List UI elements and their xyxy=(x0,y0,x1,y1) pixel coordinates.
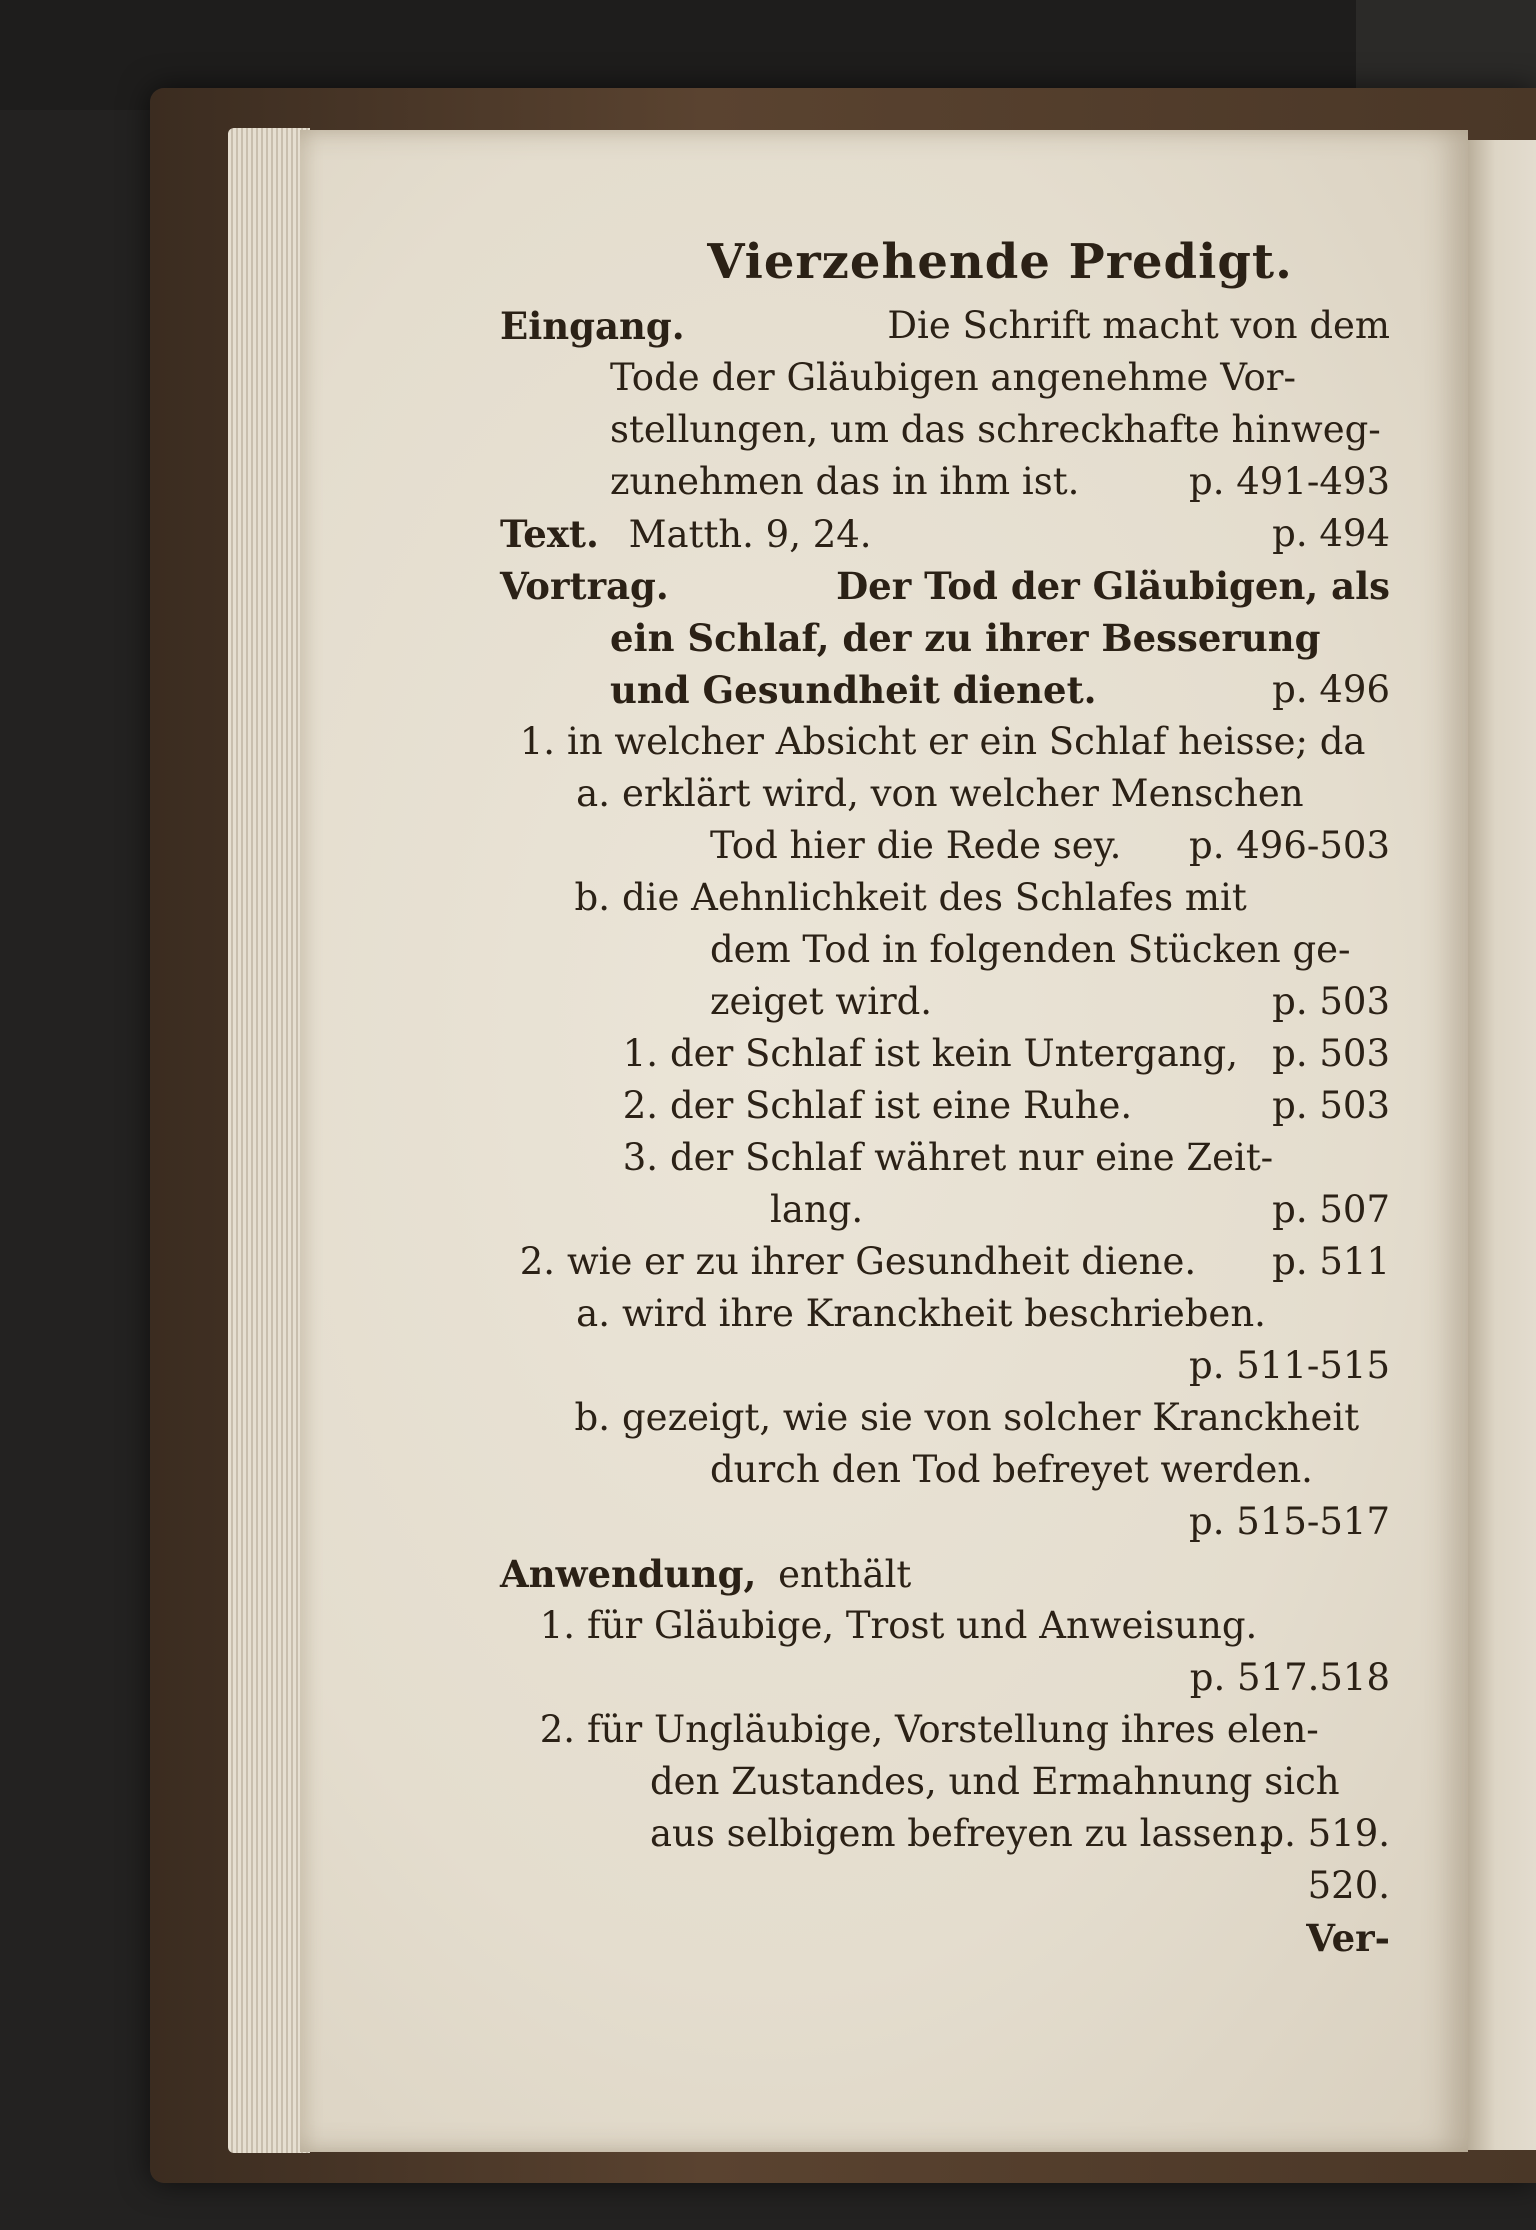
eingang-text: Die Schrift macht von dem xyxy=(887,304,1390,347)
part2-a-text: wird ihre Kranckheit beschrieben. xyxy=(622,1292,1266,1335)
text-line xyxy=(500,508,1390,560)
page-ref: 520. xyxy=(1307,1864,1390,1907)
part-number: 2. xyxy=(519,1240,555,1283)
part2-text: wie er zu ihrer Gesundheit diene. xyxy=(567,1240,1197,1283)
vortrag-text: und Gesundheit dienet. xyxy=(610,668,1097,712)
part1-b-text: die Aehnlichkeit des Schlafes mit xyxy=(622,876,1247,919)
part1-b-line-3 xyxy=(500,976,1390,1028)
page-ref: p. 491-493 xyxy=(1189,460,1390,503)
eingang-line-1 xyxy=(500,300,1390,352)
vortrag-text: Der Tod der Gläubigen, als xyxy=(836,564,1390,608)
part1-item-3 xyxy=(500,1132,1390,1184)
part-number: 1. xyxy=(519,720,555,763)
part1-b-text: zeiget wird. xyxy=(710,980,933,1023)
page-ref: p. 511-515 xyxy=(1189,1344,1390,1387)
part1-b-line-2 xyxy=(500,924,1390,976)
page-ref: p. 503 xyxy=(1272,1084,1390,1127)
part2-b-line-2 xyxy=(500,1444,1390,1496)
item-text: aus selbigem befreyen zu lassen. xyxy=(650,1812,1269,1855)
anwendung-item-2-page-line xyxy=(500,1860,1390,1912)
vortrag-line-3 xyxy=(500,664,1390,716)
page-ref: p. 519. xyxy=(1260,1812,1390,1855)
part1-a-line-2 xyxy=(500,820,1390,872)
item-number: 3. xyxy=(622,1136,658,1179)
eingang-label: Eingang. xyxy=(500,304,685,348)
page-ref: p. 496-503 xyxy=(1189,824,1390,867)
part1-item-3-cont xyxy=(500,1184,1390,1236)
item-text: der Schlaf ist eine Ruhe. xyxy=(670,1084,1133,1127)
sub-letter: b. xyxy=(574,876,610,919)
facing-page-edge xyxy=(1468,140,1536,2150)
item-number: 2. xyxy=(622,1084,658,1127)
item-text: der Schlaf ist kein Untergang, xyxy=(670,1032,1238,1075)
sub-letter: a. xyxy=(576,1292,610,1335)
item-text: für Ungläubige, Vorstellung ihres elen- xyxy=(587,1708,1319,1751)
page-ref: p. 496 xyxy=(1272,668,1390,711)
book-page xyxy=(300,130,1468,2152)
anwendung-item-1-page-line xyxy=(500,1652,1390,1704)
part2-a-line xyxy=(500,1288,1390,1340)
part1-line xyxy=(500,716,1390,768)
part1-a-text: erklärt wird, von welcher Menschen xyxy=(622,772,1304,815)
catchword: Ver- xyxy=(1306,1916,1390,1960)
part2-b-page-line xyxy=(500,1496,1390,1548)
item-text: lang. xyxy=(770,1188,864,1231)
eingang-text: Tode der Gläubigen angenehme Vor- xyxy=(610,356,1296,399)
sub-letter: b. xyxy=(574,1396,610,1439)
part1-a-line-1 xyxy=(500,768,1390,820)
vortrag-label: Vortrag. xyxy=(500,564,669,608)
part2-b-text: durch den Tod befreyet werden. xyxy=(710,1448,1313,1491)
anwendung-item-2-line-1 xyxy=(500,1704,1390,1756)
part2-b-line-1 xyxy=(500,1392,1390,1444)
item-text: den Zustandes, und Ermahnung sich xyxy=(650,1760,1340,1803)
part2-a-page-line xyxy=(500,1340,1390,1392)
item-number: 1. xyxy=(539,1604,575,1647)
anwendung-item-2-line-3 xyxy=(500,1808,1390,1860)
sub-letter: a. xyxy=(576,772,610,815)
page-edges xyxy=(228,128,310,2153)
vortrag-line-1 xyxy=(500,560,1390,612)
page-title: Vierzehende Predigt. xyxy=(707,234,1293,290)
anwendung-label: Anwendung, xyxy=(500,1552,757,1596)
page-ref: p. 517.518 xyxy=(1189,1656,1390,1699)
part1-a-text: Tod hier die Rede sey. xyxy=(710,824,1122,867)
eingang-text: zunehmen das in ihm ist. xyxy=(610,460,1080,503)
part2-line xyxy=(500,1236,1390,1288)
page-ref: p. 511 xyxy=(1272,1240,1390,1283)
part1-b-line-1 xyxy=(500,872,1390,924)
page-ref: p. 515-517 xyxy=(1189,1500,1390,1543)
item-text: der Schlaf währet nur eine Zeit- xyxy=(670,1136,1274,1179)
vortrag-line-2 xyxy=(500,612,1390,664)
page-ref: p. 507 xyxy=(1272,1188,1390,1231)
page-ref: p. 494 xyxy=(1272,512,1390,555)
eingang-line-4 xyxy=(500,456,1390,508)
item-text: für Gläubige, Trost und Anweisung. xyxy=(587,1604,1258,1647)
part1-text: in welcher Absicht er ein Schlaf heisse; da xyxy=(567,720,1366,763)
anwendung-item-1 xyxy=(500,1600,1390,1652)
page-ref: p. 503 xyxy=(1272,1032,1390,1075)
eingang-line-2 xyxy=(500,352,1390,404)
part2-b-text: gezeigt, wie sie von solcher Kranckheit xyxy=(622,1396,1360,1439)
part1-b-text: dem Tod in folgenden Stücken ge- xyxy=(710,928,1351,971)
table-of-contents xyxy=(500,230,1390,1964)
text-reference: Matth. 9, 24. xyxy=(628,513,872,556)
catchword-line xyxy=(500,1912,1390,1964)
part1-item-1 xyxy=(500,1028,1390,1080)
anwendung-item-2-line-2 xyxy=(500,1756,1390,1808)
item-number: 2. xyxy=(539,1708,575,1751)
eingang-line-3 xyxy=(500,404,1390,456)
part1-item-2 xyxy=(500,1080,1390,1132)
vortrag-text: ein Schlaf, der zu ihrer Besserung xyxy=(610,616,1321,660)
anwendung-line xyxy=(500,1548,1390,1600)
text-label: Text. xyxy=(500,512,599,556)
anwendung-text: enthält xyxy=(778,1553,912,1596)
page-ref: p. 503 xyxy=(1272,980,1390,1023)
item-number: 1. xyxy=(622,1032,658,1075)
eingang-text: stellungen, um das schreckhafte hinweg- xyxy=(610,408,1381,451)
